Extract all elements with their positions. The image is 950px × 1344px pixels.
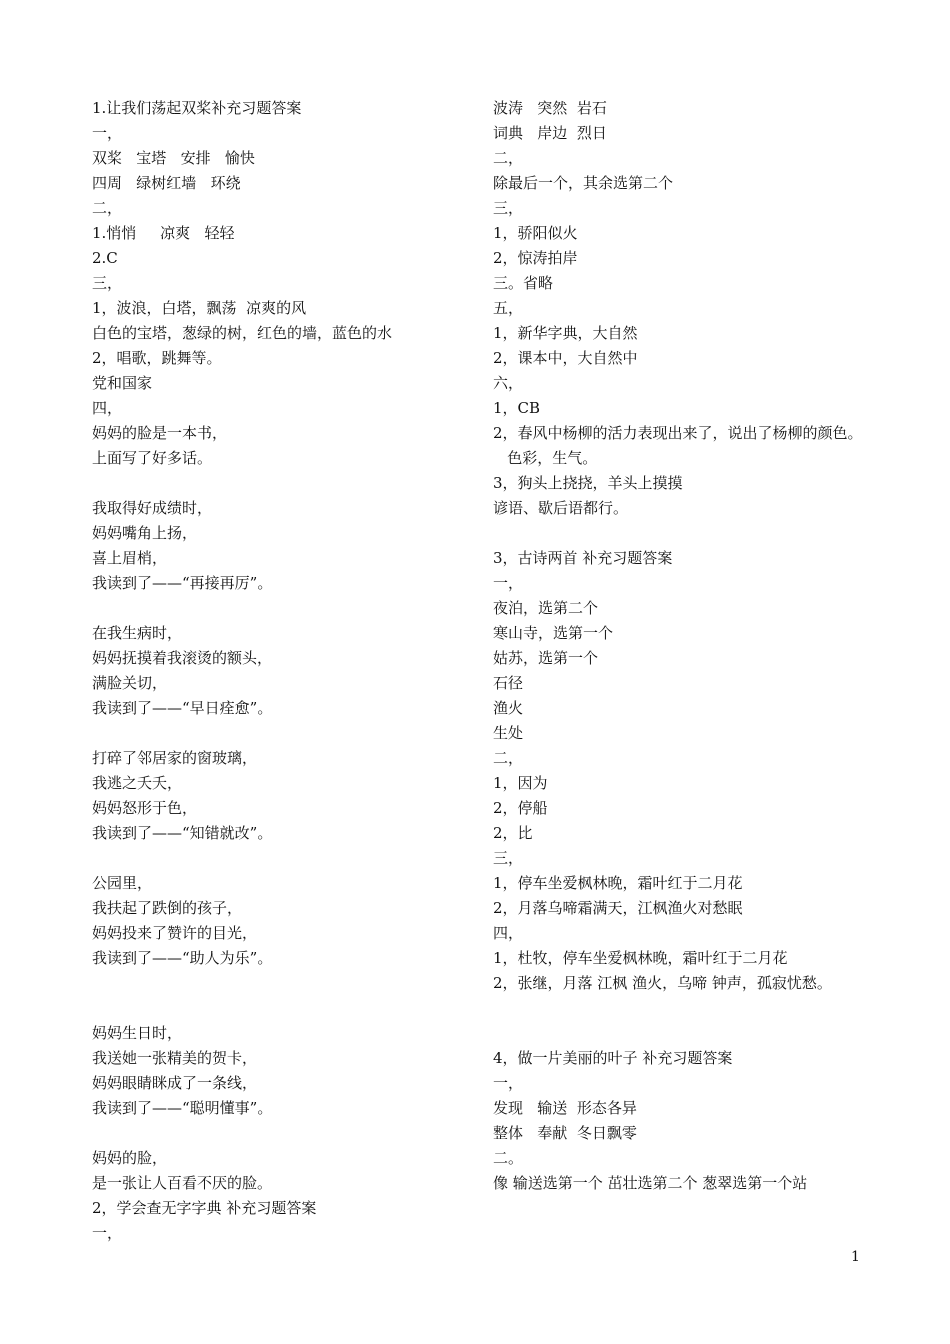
text-line: 二， xyxy=(493,749,524,767)
text-line: 2.C xyxy=(92,249,118,267)
text-line: 2，唱歌，跳舞等。 xyxy=(92,349,222,367)
text-line: 2，学会查无字字典 补充习题答案 xyxy=(92,1199,317,1217)
text-line: 打碎了邻居家的窗玻璃， xyxy=(92,749,258,767)
text-line: 像 输送选第一个 茁壮选第二个 葱翠选第一个站 xyxy=(493,1174,808,1192)
text-line: 我逃之夭夭， xyxy=(92,774,183,792)
text-line: 一， xyxy=(92,124,123,142)
text-line: 我读到了——“知错就改”。 xyxy=(92,824,273,842)
text-line: 生处 xyxy=(493,724,524,742)
text-line: 色彩，生气。 xyxy=(493,449,598,467)
text-line: 寒山寺，选第一个 xyxy=(493,624,614,642)
text-line: 六， xyxy=(493,374,524,392)
text-line: 1，CB xyxy=(493,399,541,417)
text-line: 白色的宝塔，葱绿的树，红色的墙，蓝色的水 xyxy=(92,324,393,342)
text-line: 三， xyxy=(493,849,524,867)
text-line: 二。 xyxy=(493,1149,524,1167)
text-line: 1，波浪，白塔，飘荡 凉爽的风 xyxy=(92,299,307,317)
text-line: 五， xyxy=(493,299,524,317)
text-line: 在我生病时， xyxy=(92,624,183,642)
text-line: 妈妈抚摸着我滚烫的额头， xyxy=(92,649,273,667)
text-line: 我取得好成绩时， xyxy=(92,499,213,517)
text-line: 上面写了好多话。 xyxy=(92,449,213,467)
text-line xyxy=(493,1021,868,1046)
text-line: 二， xyxy=(92,199,123,217)
text-line: 四， xyxy=(92,399,123,417)
text-line: 我读到了——“聪明懂事”。 xyxy=(92,1099,273,1117)
text-line: 四周 绿树红墙 环绕 xyxy=(92,174,241,192)
text-line xyxy=(493,521,868,546)
text-line xyxy=(92,1121,447,1146)
text-line: 一， xyxy=(493,1074,524,1092)
text-line: 四， xyxy=(493,924,524,942)
text-line: 二， xyxy=(493,149,524,167)
text-line: 妈妈怒形于色， xyxy=(92,799,198,817)
text-line: 2，月落乌啼霜满天，江枫渔火对愁眠 xyxy=(493,899,743,917)
text-line: 党和国家 xyxy=(92,374,153,392)
text-line: 2，比 xyxy=(493,824,533,842)
text-line: 满脸关切， xyxy=(92,674,168,692)
text-line: 发现 输送 形态各异 xyxy=(493,1099,637,1117)
text-line: 我读到了——“早日痊愈”。 xyxy=(92,699,273,717)
text-line: 妈妈的脸， xyxy=(92,1149,168,1167)
text-line: 1，骄阳似火 xyxy=(493,224,578,242)
text-line: 我送她一张精美的贺卡， xyxy=(92,1049,258,1067)
text-line: 谚语、歇后语都行。 xyxy=(493,499,629,517)
text-line: 2，惊涛拍岸 xyxy=(493,249,578,267)
text-line: 我读到了——“助人为乐”。 xyxy=(92,949,273,967)
text-line xyxy=(92,971,447,996)
text-line: 3，古诗两首 补充习题答案 xyxy=(493,549,673,567)
text-line: 波涛 突然 岩石 xyxy=(493,99,607,117)
text-line: 渔火 xyxy=(493,699,524,717)
text-line: 1，新华字典，大自然 xyxy=(493,324,638,342)
right-column xyxy=(493,96,868,1196)
text-line: 三， xyxy=(493,199,524,217)
text-line: 一， xyxy=(92,1224,123,1242)
text-line xyxy=(92,996,447,1021)
text-line: 石径 xyxy=(493,674,524,692)
text-line: 2，春风中杨柳的活力表现出来了，说出了杨柳的颜色。 xyxy=(493,424,863,442)
text-line: 公园里， xyxy=(92,874,153,892)
text-line: 双桨 宝塔 安排 愉快 xyxy=(92,149,255,167)
text-line: 妈妈投来了赞许的目光， xyxy=(92,924,258,942)
text-line: 妈妈嘴角上扬， xyxy=(92,524,198,542)
text-line: 1，因为 xyxy=(493,774,548,792)
text-line xyxy=(92,471,447,496)
text-line: 1，杜牧，停车坐爱枫林晚，霜叶红于二月花 xyxy=(493,949,788,967)
text-line xyxy=(92,596,447,621)
text-line: 2，张继，月落 江枫 渔火，乌啼 钟声，孤寂忧愁。 xyxy=(493,974,832,992)
text-line: 1，停车坐爱枫林晚，霜叶红于二月花 xyxy=(493,874,743,892)
text-line: 妈妈的脸是一本书， xyxy=(92,424,228,442)
text-line: 夜泊，选第二个 xyxy=(493,599,599,617)
text-line: 三。省略 xyxy=(493,274,554,292)
text-line: 词典 岸边 烈日 xyxy=(493,124,607,142)
text-line: 3，狗头上挠挠，羊头上摸摸 xyxy=(493,474,683,492)
text-line xyxy=(493,996,868,1021)
page-number: 1 xyxy=(851,1249,860,1265)
text-line: 妈妈眼睛眯成了一条线， xyxy=(92,1074,258,1092)
text-line: 1.悄悄 凉爽 轻轻 xyxy=(92,224,235,242)
text-line xyxy=(92,721,447,746)
text-line: 4，做一片美丽的叶子 补充习题答案 xyxy=(493,1049,733,1067)
text-line: 2，课本中，大自然中 xyxy=(493,349,638,367)
text-line: 我读到了——“再接再厉”。 xyxy=(92,574,273,592)
text-line: 1.让我们荡起双桨补充习题答案 xyxy=(92,99,302,117)
text-line: 我扶起了跌倒的孩子， xyxy=(92,899,243,917)
text-line: 姑苏，选第一个 xyxy=(493,649,599,667)
text-line: 三， xyxy=(92,274,123,292)
text-line: 喜上眉梢， xyxy=(92,549,168,567)
text-line xyxy=(92,846,447,871)
text-line: 整体 奉献 冬日飘零 xyxy=(493,1124,637,1142)
text-line: 妈妈生日时， xyxy=(92,1024,183,1042)
left-column xyxy=(92,96,447,1246)
text-line: 除最后一个，其余选第二个 xyxy=(493,174,674,192)
text-line: 是一张让人百看不厌的脸。 xyxy=(92,1174,273,1192)
text-line: 2，停船 xyxy=(493,799,548,817)
text-line: 一， xyxy=(493,574,524,592)
